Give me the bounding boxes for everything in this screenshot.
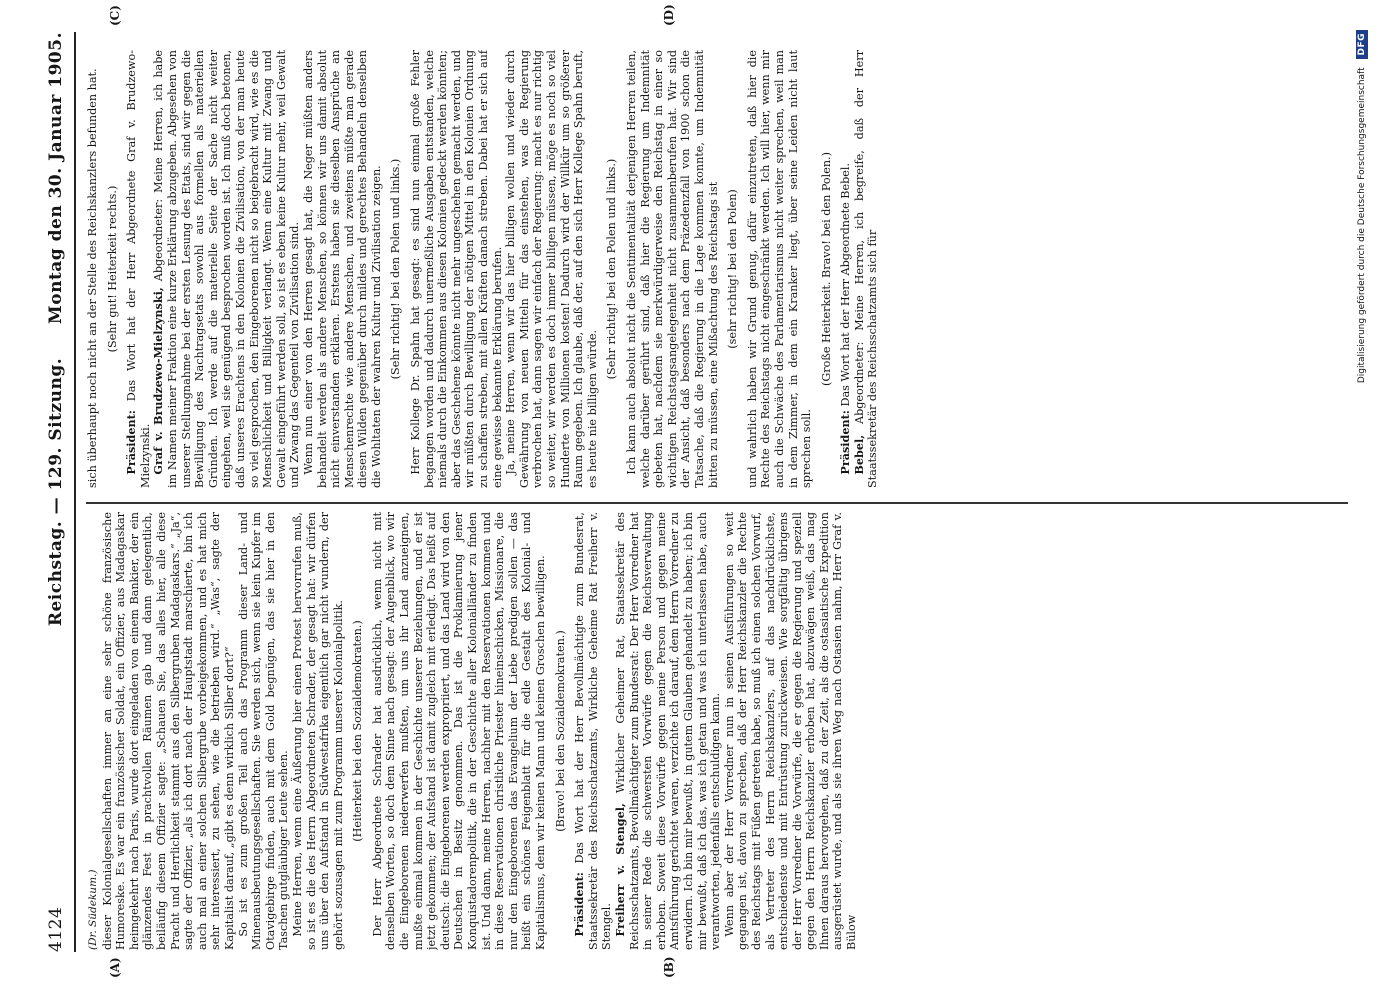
margin-marker-d: (D) [662, 4, 676, 26]
page-header [42, 32, 72, 952]
right-column [86, 50, 1346, 488]
margin-marker-a: (A) [108, 957, 122, 978]
interjection: (sehr richtig! bei den Polen) [726, 189, 740, 349]
page-number: 4124 [46, 906, 66, 952]
speaker-paragraph: Freiherr v. Stengel, Wirklicher Geheimer Rat, Staatssekretär des Reichsschatzamts, Bevollmächtigter zum Bundesrat: Der Herr Vorredner hat in seiner Rede die schwersten Vorwürfe gegen die Reichsverwaltung erhoben. Soweit diese Vorwürfe gegen meine Person und gegen meine Amtsführung gerichtet waren, verzichte ich darauf, dem Herrn Vorredner zu erwidern. Ich bin mir bewußt, in gutem Glauben gehandelt zu haben; ich bin mir bewußt, daß ich das, was ich getan und was ich unterlassen habe, auch verantworten, jedenfalls entschuldigen kann. [612, 512, 723, 950]
speaker-paragraph: Bebel, Abgeordneter: Meine Herren, ich begreife, daß der Herr Staatssekretär des Reichsschatzamts sich für [851, 50, 880, 488]
paragraph: So ist es zum großen Teil auch das Programm dieser Land- und Minenausbeutungsgesellschaften. Sie werden sich, wenn sie kein Kupfer im Otavigebirge finden, auch mit dem Gold begnügen, das sie hier in den Taschen gutgläubiger Leute sehen. [236, 512, 291, 950]
speaker-paragraph: Graf v. Brudzewo-Mielzynski, Abgeordneter: Meine Herren, ich habe im Namen meiner Fraktion eine kurze Erklärung abzugeben. Abgesehen von unserer Stellungnahme bei der ersten Lesung des Etats, sind wir gegen die Bewilligung des Nachtragsetats sowohl aus formellen als materiellen Gründen. Ich werde auf die materielle Seite der Sache nicht weiter eingehen, weil sie genügend besprochen worden ist. Ich muß doch betonen, daß unseres Erachtens in den Kolonien die Zivilisation, von der man heute so viel gesprochen, den Eingeborenen nicht so beigebracht wird, wie es die Menschlichkeit und Billigkeit verlangt. Wenn eine Kultur mit Zwang und Gewalt eingeführt werden soll, so ist es eben keine Kultur mehr, weil Gewalt und Zwang das Gegenteil von Zivilisation sind. [151, 50, 302, 488]
paragraph: Herr Kollege Dr. Spahn hat gesagt: es sind nun einmal große Fehler begangen worden und dadurch unermeßliche Ausgaben entstanden, welche niemals durch die Einkommen aus diesen Kolonien gedeckt werden könnten; aber das Geschehene könnte nicht mehr ungeschehen gemacht werden, und wir müßten durch Bewilligung der nötigen Mittel in den Kolonien Ordnung zu schaffen streben, mit allen Kräften danach streben. Dabei hat er sich auf eine gewisse bekannte Erklärung berufen. [409, 50, 504, 488]
paragraph: Der Herr Abgeordnete Schrader hat ausdrücklich, wenn nicht mit denselben Worten, so doch dem Sinne nach gesagt: der Augenblick, wo wir die Eingeborenen niederwerfen mußten, um uns ihr Land anzueignen, mußte einmal kommen in der Geschichte unserer Beziehungen, und er ist jetzt gekommen; der Aufstand ist damit zugleich mit erledigt. Das heißt auf deutsch: die Eingeborenen werden expropriiert, und das Land wird von den Deutschen in Besitz genommen. Das ist die Proklamierung jener Konquistadorenpolitik, die in der Geschichte aller Kolonialländer zu finden ist. Und dann, meine Herren, nachher mit den Reservationen kommen und in diese Reservationen christliche Priester hineinschicken, Missionare, die nur den Eingeborenen das Evangelium der Liebe predigen sollen — das heißt ein schönes Feigenblatt für die edle Gestalt des Kolonial- und Kapitalismus, dem wir keinen Mann und keinen Groschen bewilligen. [370, 512, 547, 950]
digitization-credit [1356, 30, 1370, 970]
header-rule [74, 32, 76, 952]
paragraph: sich überhaupt noch nicht an der Stelle des Reichskanzlers befunden hat. [86, 68, 99, 488]
paragraph: und wahrlich haben wir Grund genug, dafür einzutreten, daß hier die Rechte des Reichstags nicht eingeschränkt werden. Ich will hier, wenn mir auch die Schwäche des Parlamentarismus nicht weiter sprechen, weil man in dem Zimmer, in dem ein Kranker liegt, über seine Leiden nicht laut sprechen soll. [745, 50, 814, 488]
speaker-label: Präsident: [124, 410, 139, 475]
speaker-tag: (Dr. Südekum.) [87, 869, 99, 950]
paragraph: dieser Kolonialgesellschaften immer an eine sehr schöne französische Humoreske. Es war ein französischer Soldat, ein Offizier, aus Madagaskar heimgekehrt nach Paris, wurde dort eingeladen von einem Bankier, der ein glänzendes Fest in prachtvollen Räumen gab und dann gelegentlich, beiläufig diesem Offizier sagte: „Schauen Sie, das alles hier, alle diese Pracht und Herrlichkeit stammt aus den Silbergruben Madagaskars.“ „Ja“, sagte der Offizier, „als ich dort nach der Hauptstadt marschierte, bin ich auch mal an einer solchen Silbergrube vorbeigekommen, und es hat mich sehr interessiert, zu sehen, wie die betrieben wird.“ „Was“, sagte der Kapitalist darauf, „gibt es denn wirklich Silber dort?“ [100, 512, 236, 950]
column-divider [86, 502, 1348, 504]
speaker-label: Präsident: [572, 872, 587, 937]
interjection: (Große Heiterkeit. Bravo! bei den Polen.) [819, 152, 833, 386]
session-title: Reichstag. — 129. Sitzung. [46, 357, 66, 627]
interjection: (Sehr richtig! bei den Polen und links.) [389, 158, 403, 380]
dfg-logo: DFG [1356, 30, 1368, 59]
speaker-label: Freiherr v. Stengel, [612, 803, 627, 937]
speaker-label: Präsident: [838, 410, 853, 475]
speaker-paragraph: Präsident: Das Wort hat der Herr Abgeordnete Graf v. Brudzewo-Mielzynski. [124, 50, 152, 488]
interjection: (Sehr gut! Heiterkeit rechts.) [105, 185, 119, 353]
margin-marker-c: (C) [108, 5, 122, 26]
left-column [86, 512, 1346, 950]
interjection: (Heiterkeit bei den Sozialdemokraten.) [351, 620, 365, 842]
paragraph: Wenn aber der Herr Vorredner nun in seinen Ausführungen so weit gegangen ist, davon zu sprechen, daß der Herr Reichskanzler die Rechte des Reichstags mit Füßen getreten habe, so muß ich einen solchen Vorwurf, als Vertreter des Herrn Reichskanzlers, auf das nachdrücklichste, entschiedenste und mit Entrüstung zurückweisen. Wie sorgfältig übrigens der Herr Vorredner die Vorwürfe, die er gegen die Regierung und speziell gegen den Herrn Reichskanzler erhoben hat, abzuwägen weiß, das mag Ihnen daraus hervorgehen, daß zu der Zeit, als die ostasiatische Expedition ausgerüstet wurde, und als sie ihren Weg nach Ostasien nahm, Herr Graf v. Bülow [722, 512, 859, 950]
interjection: (Sehr richtig! bei den Polen und links.) [605, 158, 619, 380]
credit-text: Digitalisierung gefördert durch die Deutsche Forschungsgemeinschaft [1357, 67, 1367, 384]
speaker-label: Graf v. Brudzewo-Mielzynski, [151, 287, 166, 475]
paragraph: Ja, meine Herren, wenn wir das hier billigen wollen und wieder durch Gewährung von neuen Mitteln für das einstehen, was die Regierung verbrochen hat, dann sagen wir einfach der Regierung: macht es nur richtig so weiter, wir werden es doch immer billigen müssen, möge es noch so viel Hunderte von Millionen kosten! Dadurch wird der Willkür um so größerer Raum gegeben. Ich glaube, daß der, auf den sich Herr Kollege Spahn beruft, es heute nie billigen würde. [504, 50, 599, 488]
margin-marker-b: (B) [662, 956, 676, 978]
speaker-paragraph: Präsident: Das Wort hat der Herr Bevollmächtigte zum Bundesrat, Staatssekretär des Reichsschatzamts, Wirkliche Geheime Rat Freiherr v. Stengel. [572, 512, 614, 950]
paragraph: Wenn nun einer von den Herren gesagt hat, die Neger müßten anders behandelt werden als andere Menschen, so können wir uns damit absolut nicht einverstanden erklären. Erstens haben sie dieselben Ansprüche an Menschenrechte wie andere Menschen, und zweitens müßte man gerade diesen Wilden gegenüber durch mildes und gerechtes Behandeln denselben die Wohltaten der wahren Kultur und Zivilisation zeigen. [301, 50, 383, 488]
paragraph: Ich kann auch absolut nicht die Sentimentalität derjenigen Herren teilen, welche darüber gerührt sind, daß hier die Regierung um Indemnität gebeten hat, nachdem sie merkwürdigerweise den Reichstag in einer so wichtigen Reichstagsangelegenheit nicht zusammenberufen hat. Wir sind der Ansicht, daß besonders nach dem Präzedenzfall von 1900 schon die Tatsache, daß die Regierung in die Lage kommen konnte, um Indemnität bitten zu müssen, eine Mißachtung des Reichstags ist [624, 50, 720, 488]
paragraph: Meine Herren, wenn eine Äußerung hier einen Protest hervorrufen muß, so ist es die des Herrn Abgeordneten Schrader, der gesagt hat: wir dürfen uns über den Aufstand in Südwestafrika eigentlich gar nicht wundern, der gehört sozusagen mit zum Programm unserer Kolonialpolitik. [290, 512, 345, 950]
session-date: Montag den 30. Januar 1905. [46, 32, 66, 325]
speaker-label: Bebel, [851, 434, 866, 475]
interjection: (Bravo! bei den Sozialdemokraten.) [553, 630, 567, 832]
speaker-paragraph: Präsident: Das Wort hat der Herr Abgeordnete Bebel. [838, 162, 853, 475]
